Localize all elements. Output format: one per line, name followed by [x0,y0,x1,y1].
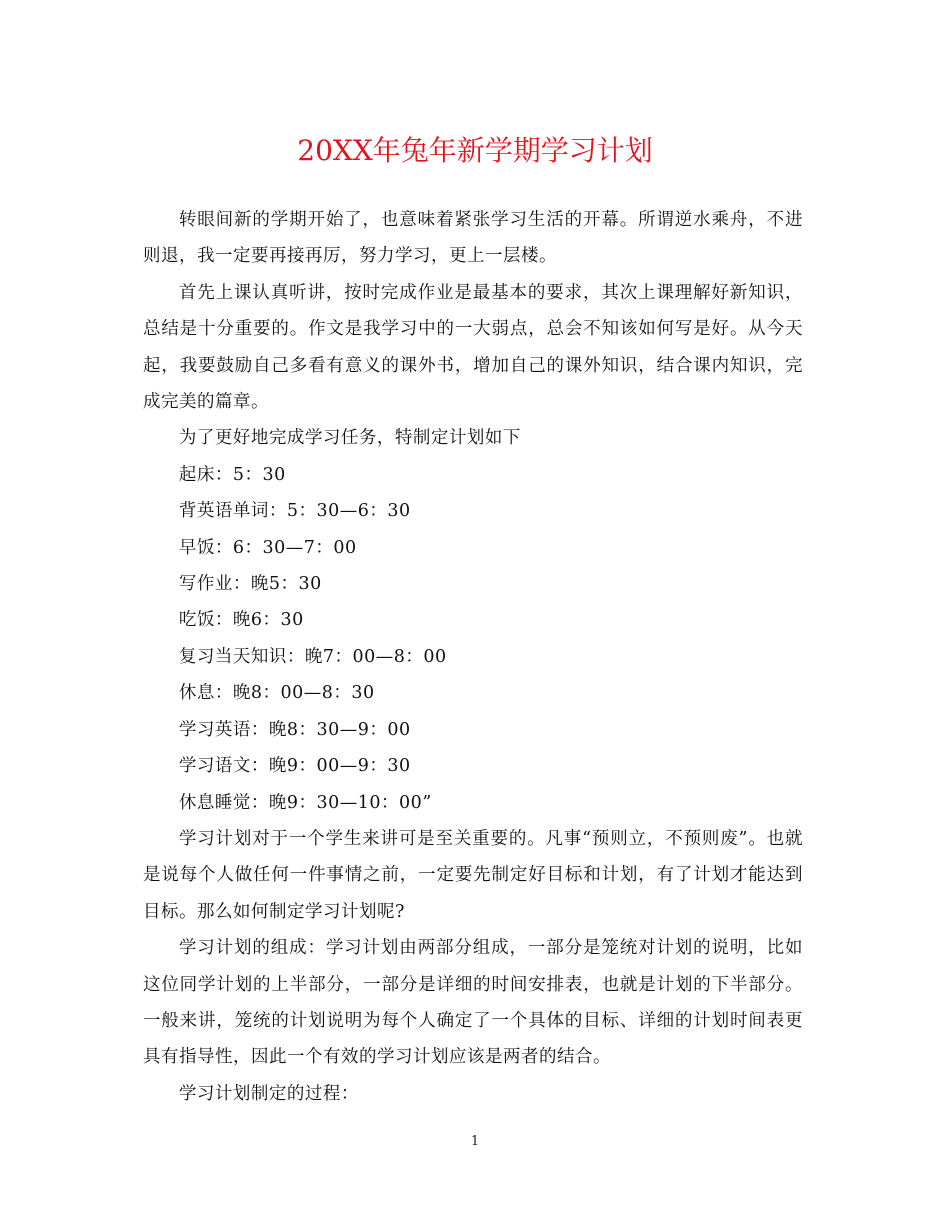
schedule-item-review: 复习当天知识：晚7：00—8：00 [178,646,447,667]
paragraph-composition: 学习计划的组成：学习计划由两部分组成，一部分是笼统对计划的说明，比如这位同学计划的上半部分，一部分是详细的时间安排表，也就是计划的下半部分。一般来讲，笼统的计划说明为每个人确定了一个具体的目标、详细的计划时间表更具有指导性，因此一个有效的学习计划应该是两者的结合。 [143,938,803,1068]
schedule-item-sleep: 休息睡觉：晚9：30—10：00” [178,792,432,813]
schedule-item-dinner: 吃饭：晚6：30 [178,610,304,631]
schedule-item-chinese: 学习语文：晚9：00—9：30 [178,756,411,777]
paragraph-process-heading: 学习计划制定的过程： [178,1083,359,1104]
paragraph-importance: 学习计划对于一个学生来讲可是至关重要的。凡事“预则立，不预则废”。也就是说每个人做任何一件事情之前，一定要先制定好目标和计划，有了计划才能达到目标。那么如何制定学习计划呢? [143,828,803,922]
schedule-item-wake: 起床：5：30 [178,464,286,485]
paragraph-plan-intro: 为了更好地完成学习任务，特制定计划如下 [178,428,521,449]
paragraph-goals: 首先上课认真听讲，按时完成作业是最基本的要求，其次上课理解好新知识，总结是十分重要的。作文是我学习中的一大弱点，总会不知该如何写是好。从今天起，我要鼓励自己多看有意义的课外书，增加自己的课外知识，结合课内知识，完成完美的篇章。 [143,282,803,413]
paragraph-intro: 转眼间新的学期开始了，也意味着紧张学习生活的开幕。所谓逆水乘舟，不进则退，我一定要再接再厉，努力学习，更上一层楼。 [143,210,803,267]
schedule-item-homework: 写作业：晚5：30 [178,574,322,595]
schedule-item-breakfast: 早饭：6：30—7：00 [178,537,357,558]
schedule-item-rest: 休息：晚8：00—8：30 [178,683,375,704]
schedule-item-english: 学习英语：晚8：30—9：00 [178,719,411,740]
document-title: 20XX年兔年新学期学习计划 [297,134,653,167]
document-body [143,202,803,1112]
page-number: 1 [470,1134,480,1149]
schedule-item-english-words: 背英语单词：5：30—6：30 [178,501,411,522]
